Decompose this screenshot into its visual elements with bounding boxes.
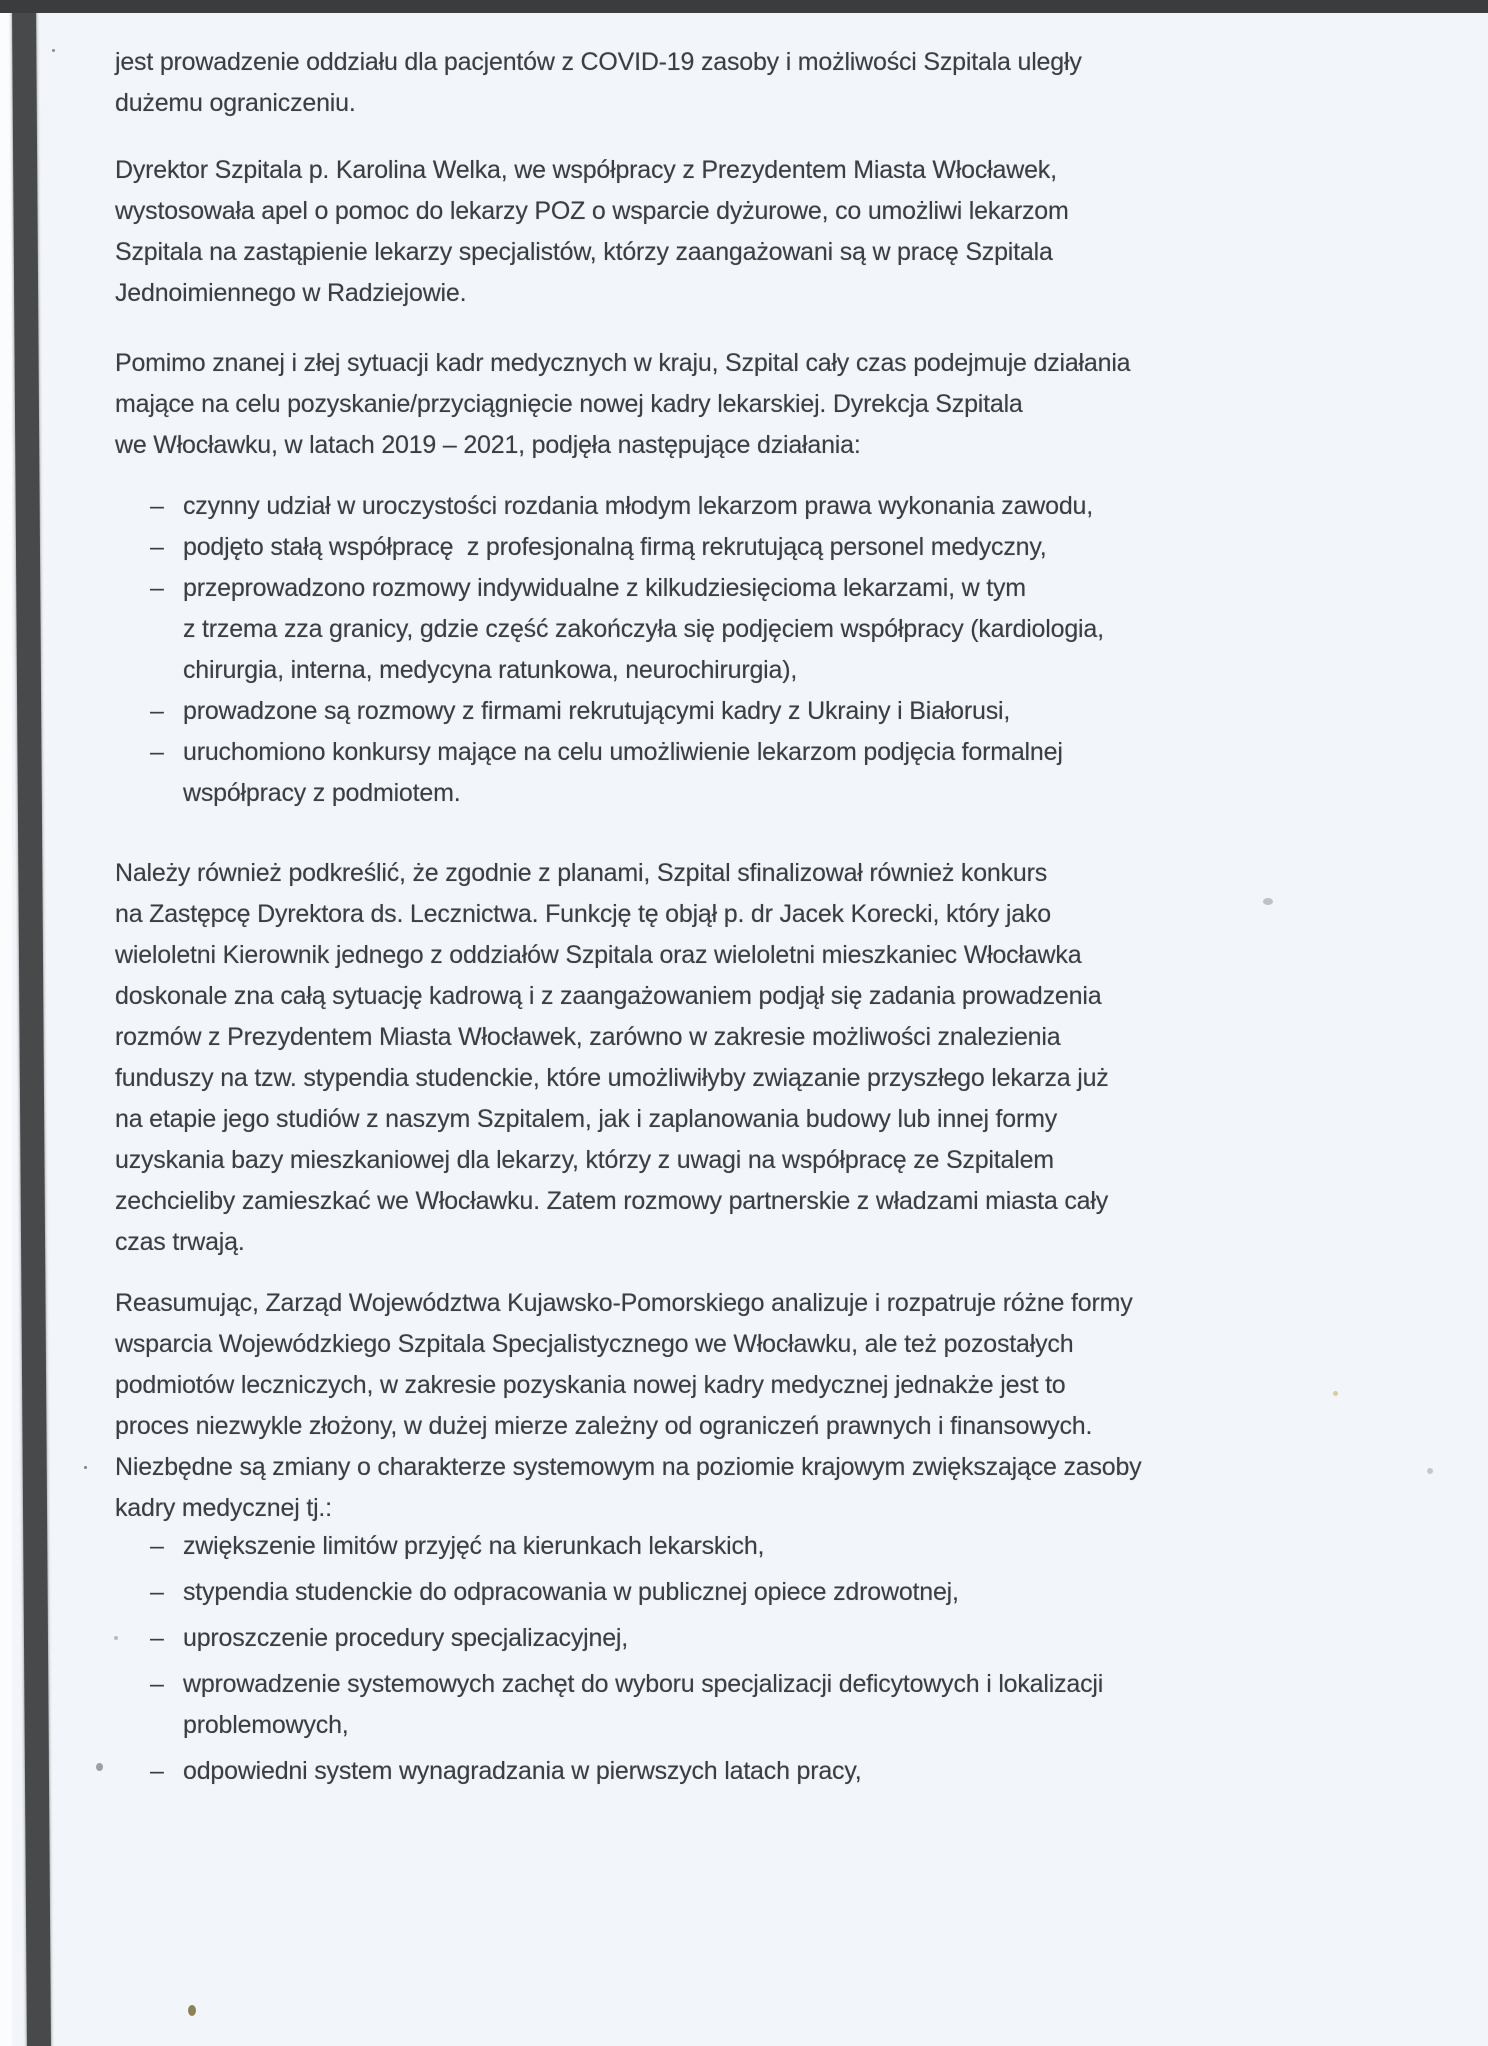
text-line: wieloletni Kierownik jednego z oddziałów Szpitala oraz wieloletni mieszkaniec Włocławka [115, 941, 1082, 969]
text-line: mające na celu pozyskanie/przyciągnięcie nowej kadry lekarskiej. Dyrekcja Szpitala [115, 390, 1023, 418]
text-line: dużemu ograniczeniu. [115, 89, 356, 117]
list-item-text [183, 691, 1010, 732]
text-line: zwiększenie limitów przyjęć na kierunkach lekarskich, [183, 1532, 765, 1560]
text-line: na Zastępcę Dyrektora ds. Lecznictwa. Funkcję tę objął p. dr Jacek Korecki, który jako [115, 900, 1051, 928]
text-line: rozmów z Prezydentem Miasta Włocławek, zarówno w zakresie możliwości znalezienia [115, 1023, 1061, 1051]
paragraph-5 [115, 853, 1109, 1263]
text-line: czynny udział w uroczystości rozdania młodym lekarzom prawa wykonania zawodu, [183, 492, 1093, 520]
list-item-text [183, 1526, 764, 1567]
scan-speck [1333, 1391, 1338, 1396]
text-line: współpracy z podmiotem. [183, 779, 461, 807]
bullet-dash: – [150, 1670, 164, 1698]
text-line: we Włocławku, w latach 2019 – 2021, podjęła następujące działania: [115, 431, 861, 459]
text-line: funduszy na tzw. stypendia studenckie, które umożliwiłyby związanie przyszłego lekarza już [115, 1064, 1109, 1092]
scan-edge-top [0, 0, 1488, 13]
text-line: uruchomiono konkursy mające na celu umożliwienie lekarzom podjęcia formalnej [183, 738, 1063, 766]
text-line: uzyskania bazy mieszkaniowej dla lekarzy, którzy z uwagi na współpracę ze Szpitalem [115, 1146, 1054, 1174]
bullet-dash: – [150, 738, 164, 766]
text-line: z trzema zza granicy, gdzie część zakończyła się podjęciem współpracy (kardiologia, [183, 615, 1104, 643]
scan-speck [96, 1763, 103, 1771]
text-line: Jednoimiennego w Radziejowie. [115, 279, 467, 307]
list-item-text [183, 1572, 959, 1613]
text-line: kadry medycznej tj.: [115, 1494, 332, 1522]
list-item-text [183, 1618, 628, 1659]
scan-speck [1263, 898, 1273, 905]
text-line: wystosowała apel o pomoc do lekarzy POZ o wsparcie dyżurowe, co umożliwi lekarzom [115, 197, 1069, 225]
bullet-dash: – [150, 492, 164, 520]
list-item-text [183, 527, 1047, 568]
bullet-dash: – [150, 1578, 164, 1606]
bullet-dash: – [150, 1624, 164, 1652]
scan-edge-left [12, 6, 51, 2046]
bullet-dash: – [150, 533, 164, 561]
list-item [150, 1618, 1103, 1659]
scan-speck [188, 2005, 196, 2016]
scan-speck [84, 1466, 87, 1469]
list-item [150, 568, 1104, 691]
bullet-dash: – [150, 697, 164, 725]
text-line: Dyrektor Szpitala p. Karolina Welka, we współpracy z Prezydentem Miasta Włocławek, [115, 156, 1057, 184]
text-line: odpowiedni system wynagradzania w pierwszych latach pracy, [183, 1757, 862, 1785]
text-line: Pomimo znanej i złej sytuacji kadr medycznych w kraju, Szpital cały czas podejmuje działania [115, 349, 1131, 377]
bullet-list-system-changes [150, 1526, 1103, 1797]
text-line: wsparcia Wojewódzkiego Szpitala Specjalistycznego we Włocławku, ale też pozostałych [115, 1330, 1074, 1358]
text-line: Szpitala na zastąpienie lekarzy specjalistów, którzy zaangażowani są w pracę Szpitala [115, 238, 1053, 266]
paragraph-2 [115, 150, 1069, 314]
list-item [150, 1526, 1103, 1567]
scan-paper-edge [0, 13, 12, 2046]
text-line: podjęto stałą współpracę z profesjonalną firmą rekrutującą personel medyczny, [183, 533, 1047, 561]
text-line: podmiotów leczniczych, w zakresie pozyskania nowej kadry medycznej jednakże jest to [115, 1371, 1066, 1399]
text-line: Należy również podkreślić, że zgodnie z planami, Szpital sfinalizował również konkurs [115, 859, 1048, 887]
text-line: chirurgia, interna, medycyna ratunkowa, neurochirurgia), [183, 656, 798, 684]
list-item [150, 1751, 1103, 1792]
list-item [150, 732, 1104, 814]
list-item [150, 527, 1104, 568]
text-line: wprowadzenie systemowych zachęt do wyboru specjalizacji deficytowych i lokalizacji [183, 1670, 1104, 1698]
list-item [150, 1572, 1103, 1613]
paragraph-3 [115, 343, 1130, 466]
paragraph-6 [115, 1283, 1141, 1529]
bullet-dash: – [150, 1757, 164, 1785]
text-line: czas trwają. [115, 1228, 245, 1256]
text-line: na etapie jego studiów z naszym Szpitalem, jak i zaplanowania budowy lub innej formy [115, 1105, 1058, 1133]
scan-speck [114, 1636, 118, 1640]
text-line: problemowych, [183, 1711, 349, 1739]
bullet-dash: – [150, 1532, 164, 1560]
list-item-text [183, 486, 1093, 527]
text-line: Niezbędne są zmiany o charakterze systemowym na poziomie krajowym zwiększające zasoby [115, 1453, 1142, 1481]
text-line: zechcieliby zamieszkać we Włocławku. Zatem rozmowy partnerskie z władzami miasta cały [115, 1187, 1109, 1215]
bullet-list-actions [150, 486, 1104, 814]
list-item-text [183, 1751, 862, 1792]
paragraph-1 [115, 42, 1082, 124]
list-item-text [183, 568, 1104, 691]
text-line: jest prowadzenie oddziału dla pacjentów z COVID-19 zasoby i możliwości Szpitala uległy [115, 48, 1082, 76]
bullet-dash: – [150, 574, 164, 602]
scan-speck [1427, 1468, 1433, 1474]
list-item [150, 1664, 1103, 1746]
text-line: stypendia studenckie do odpracowania w publicznej opiece zdrowotnej, [183, 1578, 959, 1606]
list-item-text [183, 732, 1063, 814]
text-line: proces niezwykle złożony, w dużej mierze zależny od ograniczeń prawnych i finansowych. [115, 1412, 1093, 1440]
text-line: prowadzone są rozmowy z firmami rekrutującymi kadry z Ukrainy i Białorusi, [183, 697, 1011, 725]
list-item-text [183, 1664, 1103, 1746]
text-line: uproszczenie procedury specjalizacyjnej, [183, 1624, 629, 1652]
scan-speck [52, 49, 55, 52]
text-line: Reasumując, Zarząd Województwa Kujawsko-Pomorskiego analizuje i rozpatruje różne formy [115, 1289, 1133, 1317]
text-line: przeprowadzono rozmowy indywidualne z kilkudziesięcioma lekarzami, w tym [183, 574, 1026, 602]
text-line: doskonale zna całą sytuację kadrową i z zaangażowaniem podjął się zadania prowadzenia [115, 982, 1102, 1010]
list-item [150, 486, 1104, 527]
list-item [150, 691, 1104, 732]
